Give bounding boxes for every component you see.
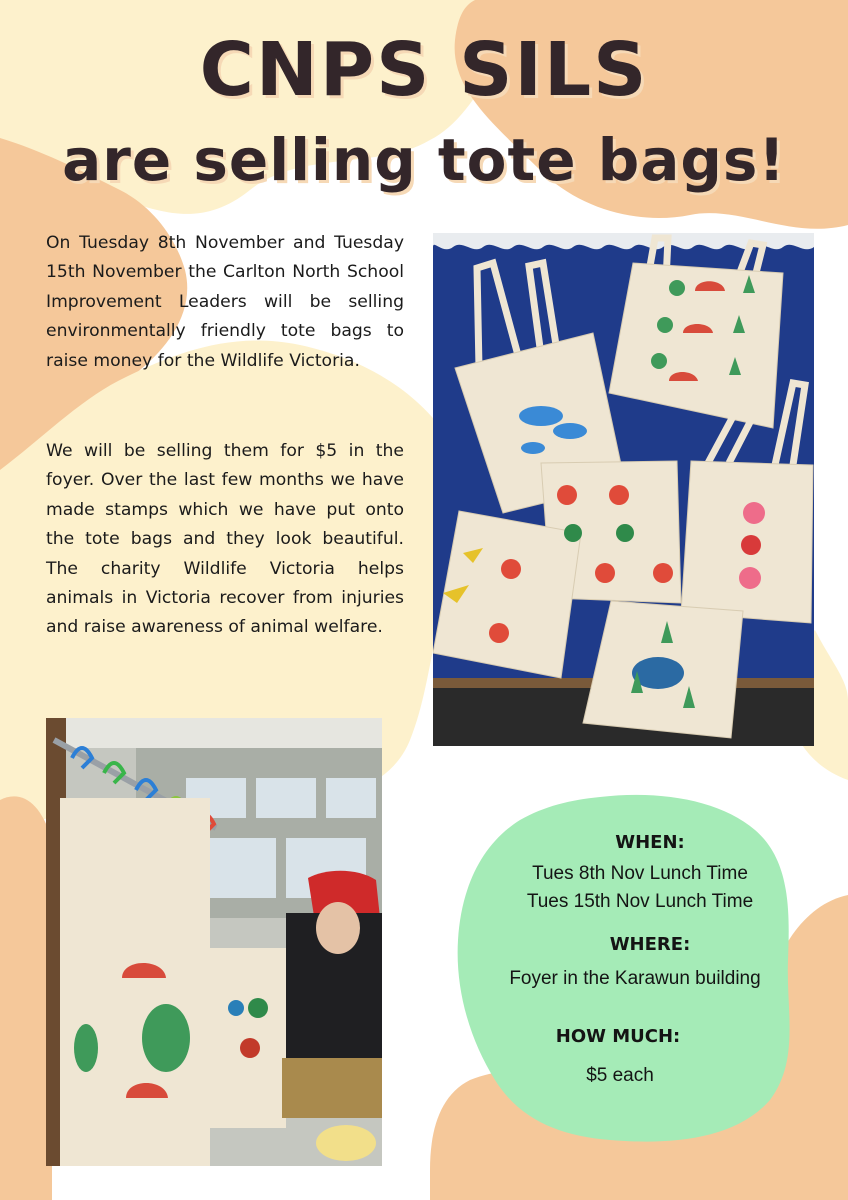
when-line-1: Tues 8th Nov Lunch Time	[532, 863, 748, 884]
page-title-line-2: are selling tote bags!	[62, 126, 786, 194]
page-title-line-1: CNPS SILS	[199, 27, 649, 113]
where-label: WHERE:	[609, 934, 691, 955]
rack-photo	[46, 718, 382, 1166]
peach-blob-bottom-left	[0, 796, 52, 1200]
details-paragraph: We will be selling them for $5 in the foyer. Over the last few months we have made stamps which we have put onto the tote bags and they look beautiful. The charity Wildlife Victoria helps animals in Victoria recover from injuries and raise awareness of animal welfare.	[46, 441, 404, 638]
when-line-2: Tues 15th Nov Lunch Time	[526, 891, 754, 912]
tote-bags-photo	[433, 233, 814, 746]
price-label: HOW MUCH:	[555, 1026, 681, 1047]
where-text: Foyer in the Karawun building	[509, 968, 761, 989]
when-label: WHEN:	[615, 832, 685, 853]
price-text: $5 each	[586, 1065, 654, 1086]
intro-paragraph: On Tuesday 8th November and Tuesday 15th November the Carlton North School Improvement Leaders will be selling environmentally friendly tote bags to raise money for the Wildlife Victoria.	[46, 233, 404, 371]
